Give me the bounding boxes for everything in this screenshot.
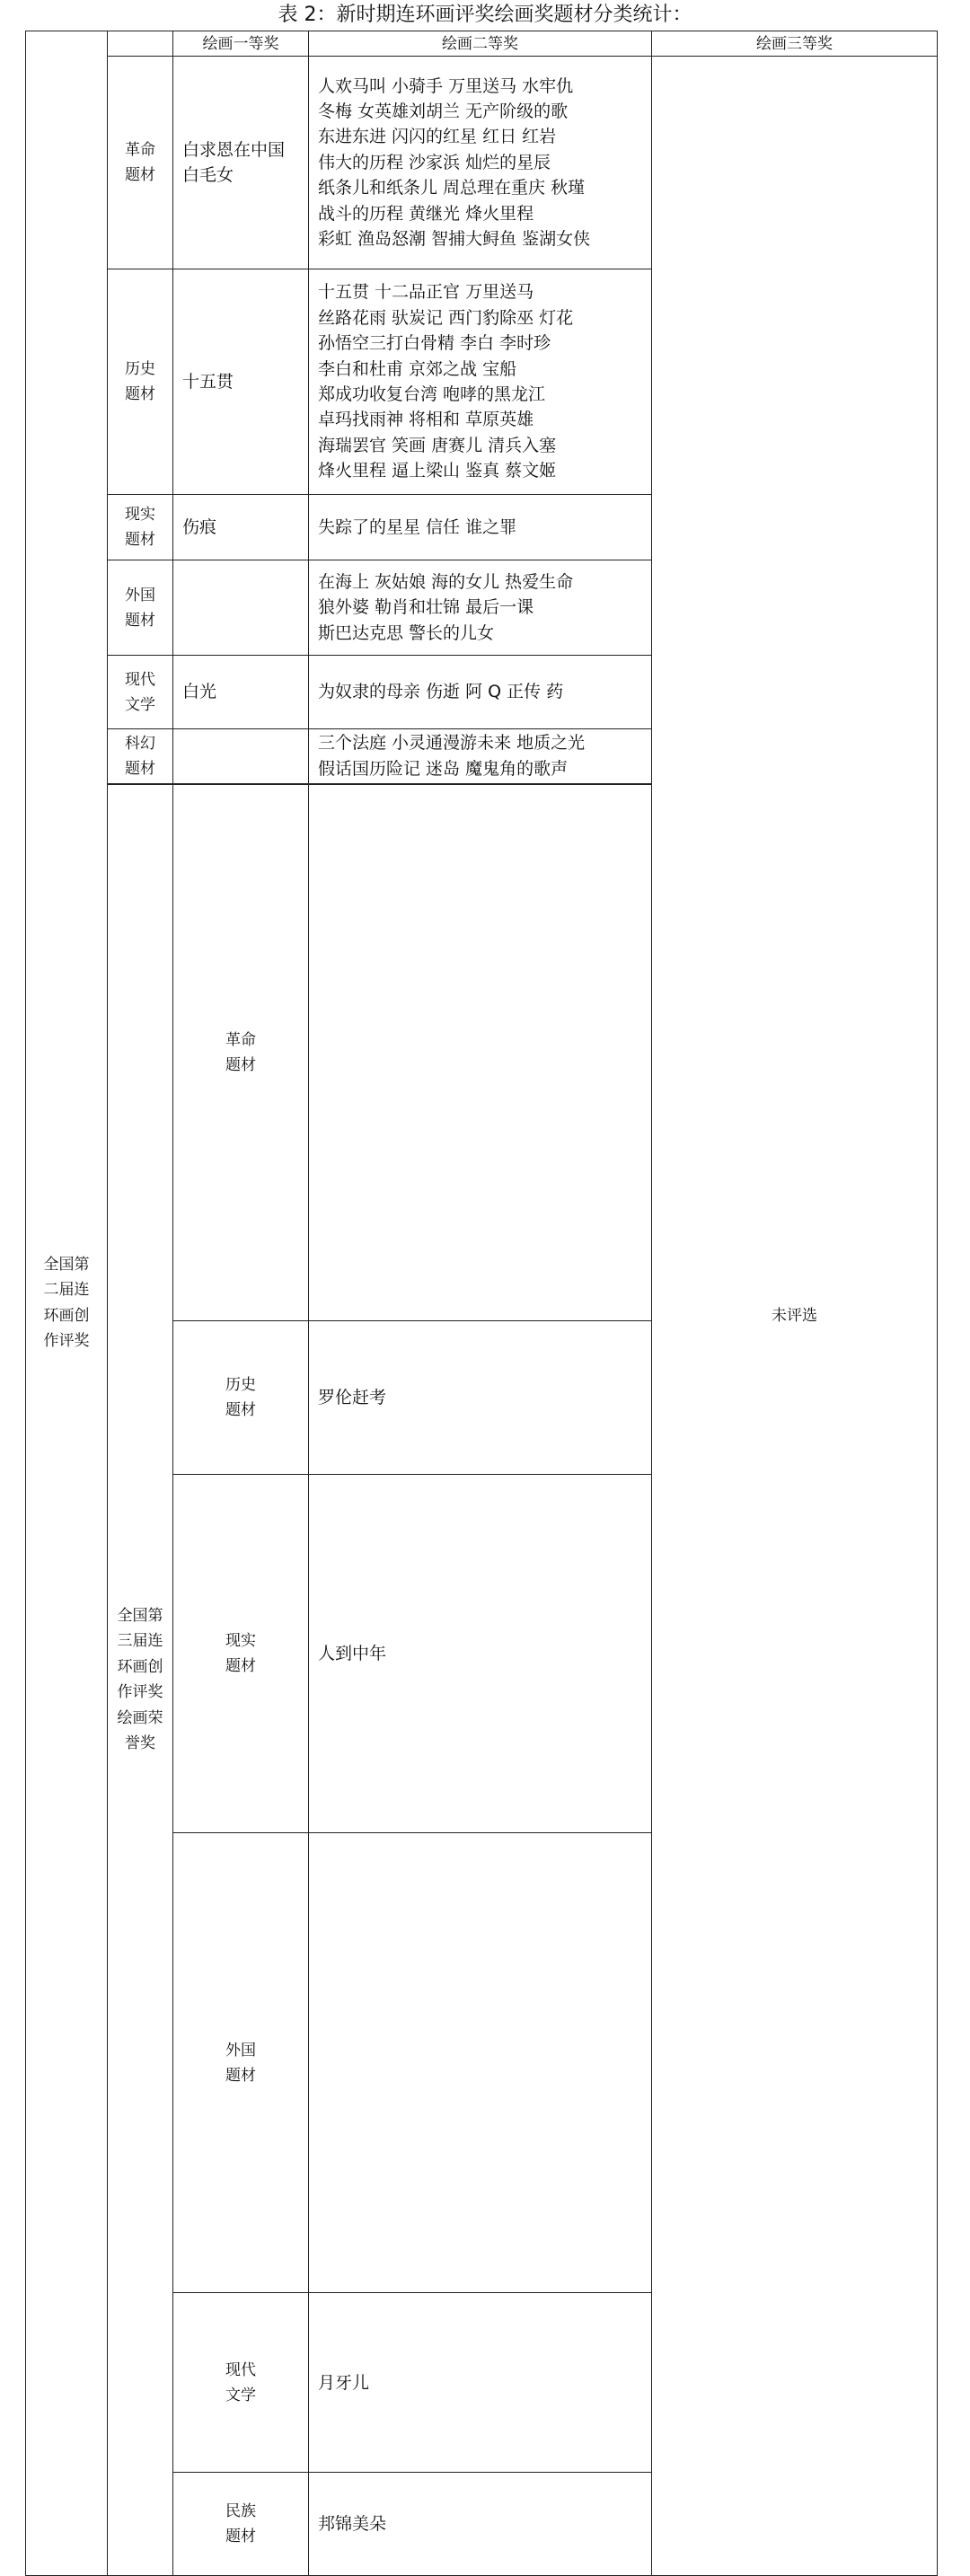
first-prize-cell: 白求恩在中国 白毛女	[173, 57, 309, 269]
first-prize-cell: 月牙儿	[309, 2293, 652, 2473]
second-prize-cell: 为奴隶的母亲 伤逝 阿 Q 正传 药	[309, 656, 652, 729]
group-name-second: 全国第 二届连 环画创 作评奖	[26, 31, 108, 2576]
first-prize-cell: 罗伦赶考	[309, 1321, 652, 1475]
category-cell: 现代 文学	[173, 2293, 309, 2473]
category-cell: 历史 题材	[108, 269, 173, 495]
first-prize-cell	[173, 560, 309, 656]
second-prize-cell: 人欢马叫 小骑手 万里送马 水牢仇 冬梅 女英雄刘胡兰 无产阶级的歌 东进东进 闪闪的红星 红日 红岩 伟大的历程 沙家浜 灿烂的星辰 纸条儿和纸条儿 周总理在重庆 秋瑾 战斗的历程 黄继光 烽火里程 彩虹 渔岛怒潮 智捕大鲟鱼 鉴湖女侠	[309, 57, 652, 269]
second-prize-cell: 十五贯 十二品正官 万里送马 丝路花雨 驮炭记 西门豹除巫 灯花 孙悟空三打白骨精 李白 李时珍 李白和杜甫 京郊之战 宝船 郑成功收复台湾 咆哮的黑龙江 卓玛找雨神 将相和 草原英雄 海瑞罢官 笑画 唐赛儿 清兵入塞 烽火里程 逼上梁山 鉴真 蔡文姬	[309, 269, 652, 495]
first-prize-cell: 白光	[173, 656, 309, 729]
first-prize-cell: 人到中年	[309, 1475, 652, 1833]
first-prize-cell: 伤痕	[173, 495, 309, 560]
second-prize-cell: 失踪了的星星 信任 谁之罪	[309, 495, 652, 560]
second-prize-cell: 在海上 灰姑娘 海的女儿 热爱生命 狼外婆 勒肖和壮锦 最后一课 斯巴达克思 警长的儿女	[309, 560, 652, 656]
category-cell: 现实 题材	[108, 495, 173, 560]
third-prize-not-selected: 未评选	[652, 57, 938, 2576]
header-second-prize: 绘画二等奖	[309, 31, 652, 57]
category-cell: 民族 题材	[173, 2473, 309, 2576]
first-prize-cell	[309, 1833, 652, 2293]
group-name-third: 全国第 三届连 环画创 作评奖 绘画荣 誉奖	[108, 784, 173, 2576]
header-blank	[108, 31, 173, 57]
table-title: 表 2：新时期连环画评奖绘画奖题材分类统计：	[278, 4, 692, 26]
category-cell: 革命 题材	[173, 784, 309, 1321]
first-prize-cell: 十五贯	[173, 269, 309, 495]
category-cell: 现实 题材	[173, 1475, 309, 1833]
first-prize-cell	[309, 784, 652, 1321]
category-cell: 历史 题材	[173, 1321, 309, 1475]
category-cell: 现代 文学	[108, 656, 173, 729]
category-cell: 外国 题材	[108, 560, 173, 656]
header-third-prize: 绘画三等奖	[652, 31, 938, 57]
first-prize-cell: 邦锦美朵	[309, 2473, 652, 2576]
category-cell: 外国 题材	[173, 1833, 309, 2293]
category-cell: 科幻 题材	[108, 729, 173, 784]
first-prize-cell	[173, 729, 309, 784]
award-statistics-table	[25, 31, 938, 2576]
header-first-prize: 绘画一等奖	[173, 31, 309, 57]
category-cell: 革命 题材	[108, 57, 173, 269]
second-prize-cell: 三个法庭 小灵通漫游未来 地质之光 假话国历险记 迷岛 魔鬼角的歌声	[309, 729, 652, 784]
